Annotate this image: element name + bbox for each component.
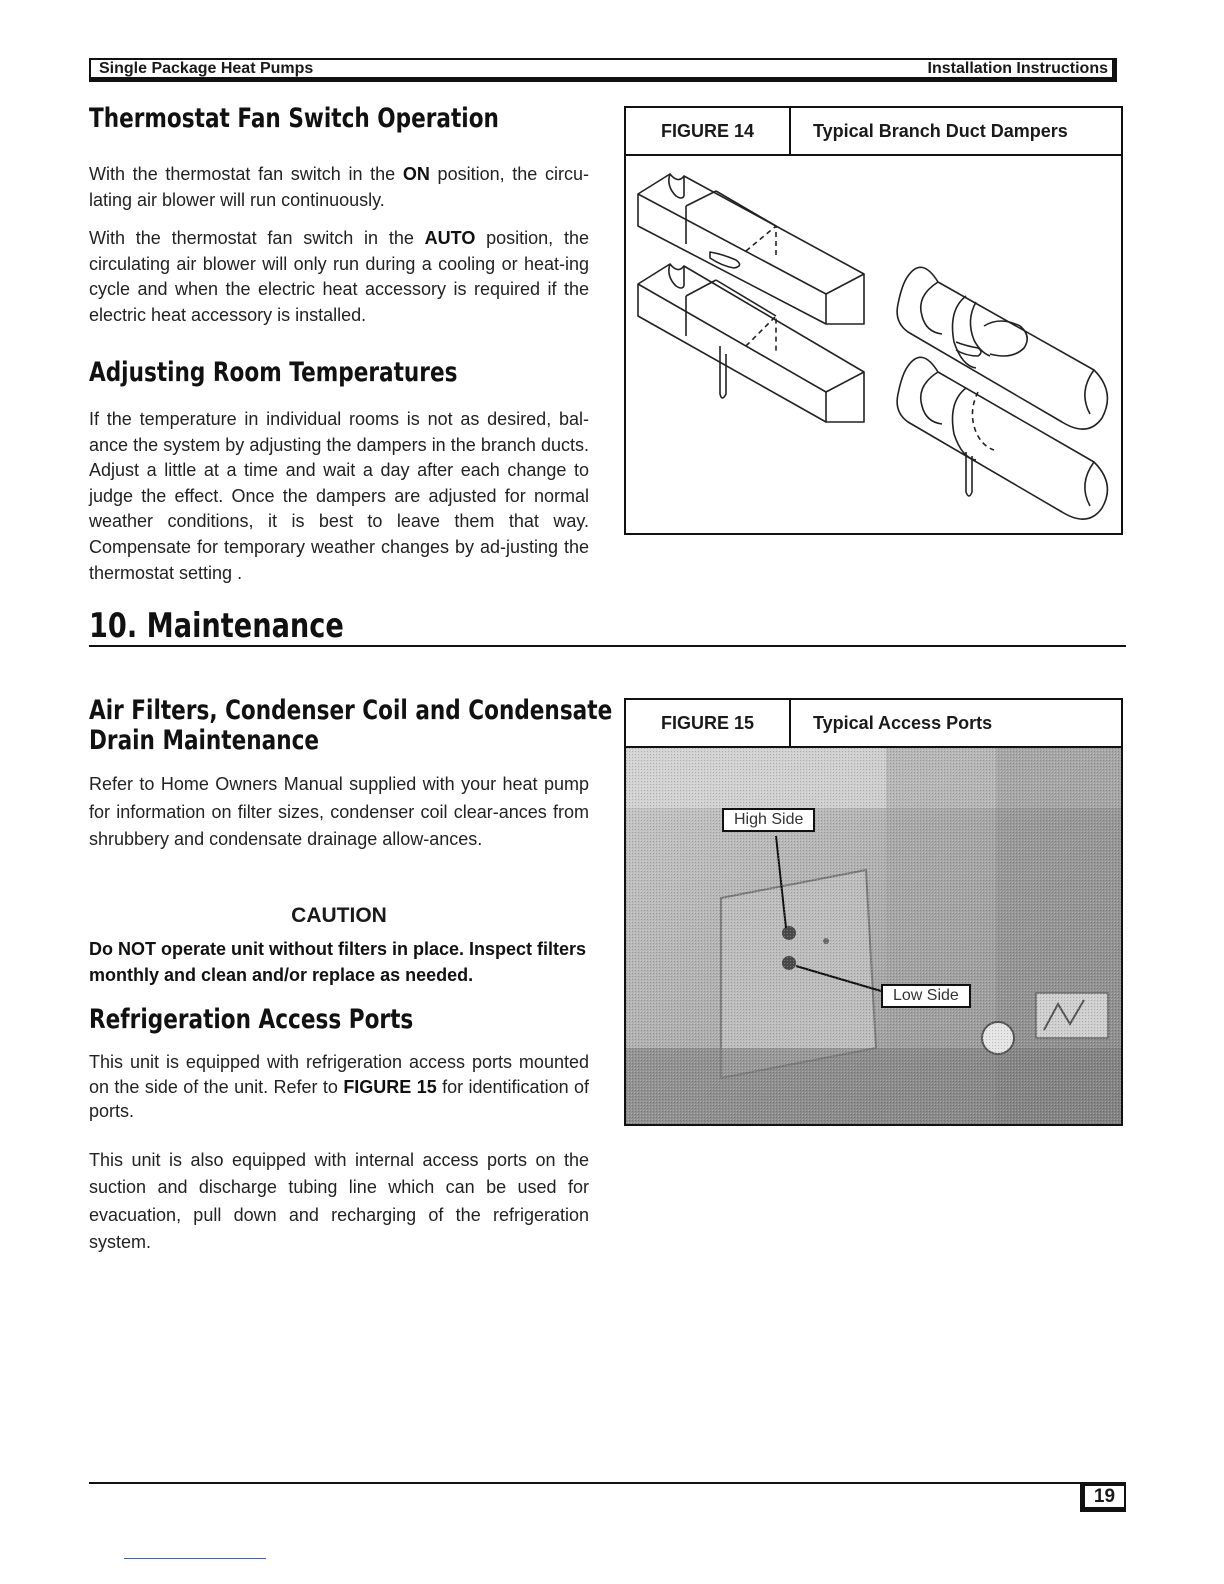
heading-air-filters-line2: Drain Maintenance bbox=[89, 725, 320, 756]
figure-15-title: Typical Access Ports bbox=[813, 712, 993, 733]
heading-thermostat-fan-switch: Thermostat Fan Switch Operation bbox=[89, 103, 499, 134]
figure-15-caption bbox=[626, 700, 1121, 748]
paragraph-adjusting: If the temperature in individual rooms is not as desired, bal-ance the system by adjusting the dampers in the branch ducts. Adjust a little at a time and wait a day after each change to judge the effect. Once the dampers are adjusted for normal weather conditions, it is best to leave them that way. Compensate for temporary weather changes by ad-justing the thermostat setting . bbox=[89, 409, 589, 583]
emphasis-auto: AUTO bbox=[424, 228, 476, 248]
text: This unit is equipped with refrigeration access ports mounted on the side of the unit. Refer to bbox=[89, 1052, 589, 1097]
emphasis-figure-ref: FIGURE 15 bbox=[343, 1076, 437, 1097]
rectangular-duct-lower bbox=[638, 264, 864, 422]
round-duct-lower bbox=[897, 357, 1107, 519]
figure-15-number: FIGURE 15 bbox=[626, 700, 791, 746]
scan-artifact-line bbox=[124, 1558, 266, 1559]
figure-14 bbox=[624, 106, 1123, 535]
header-title-right: Installation Instructions bbox=[927, 59, 1108, 77]
text: position, the circulating air blower will only run during a cooling or heat-ing cycle and when the electric heat accessory is required if the electric heat accessory is installed. bbox=[89, 228, 589, 325]
heading-maintenance: 10. Maintenance bbox=[89, 606, 344, 646]
footer-rule bbox=[89, 1482, 1126, 1484]
section-rule bbox=[89, 645, 1126, 647]
paragraph-fan-auto bbox=[89, 226, 589, 328]
running-header bbox=[89, 58, 1117, 82]
heading-air-filters-line1: Air Filters, Condenser Coil and Condensate bbox=[89, 695, 613, 726]
duct-dampers-illustration bbox=[626, 156, 1121, 533]
heading-refrigeration-access-ports: Refrigeration Access Ports bbox=[89, 1004, 414, 1035]
text: With the thermostat fan switch in the bbox=[89, 164, 403, 184]
paragraph-access-ports bbox=[89, 1050, 589, 1124]
figure-14-caption bbox=[626, 108, 1121, 156]
figure-14-title: Typical Branch Duct Dampers bbox=[813, 120, 1068, 141]
text: position, the circu-lating air blower will run continuously. bbox=[89, 164, 589, 210]
figure-14-number: FIGURE 14 bbox=[626, 108, 791, 154]
caution-body: Do NOT operate unit without filters in place. Inspect filters monthly and clean and/or replace as needed. bbox=[89, 939, 587, 985]
heading-adjusting-room-temperatures: Adjusting Room Temperatures bbox=[89, 357, 458, 388]
figure-15 bbox=[624, 698, 1123, 1126]
label-low-side: Low Side bbox=[881, 984, 971, 1008]
label-high-side: High Side bbox=[722, 808, 815, 832]
access-ports-photo bbox=[626, 748, 1121, 1124]
paragraph-fan-on bbox=[89, 162, 589, 213]
text: for identification of ports. bbox=[89, 1076, 589, 1122]
emphasis-on: ON bbox=[402, 164, 430, 184]
header-title-left: Single Package Heat Pumps bbox=[99, 59, 314, 77]
paragraph-internal-ports: This unit is also equipped with internal access ports on the suction and discharge tubing line which can be used for evacuation, pull down and recharging of the refrigeration system. bbox=[89, 1150, 589, 1253]
paragraph-air-filters: Refer to Home Owners Manual supplied with your heat pump for information on filter sizes, condenser coil clear-ances from shrubbery and condensate drainage allow-ances. bbox=[89, 774, 589, 850]
round-duct-upper bbox=[897, 267, 1107, 429]
text: With the thermostat fan switch in the bbox=[89, 228, 425, 248]
page-number: 19 bbox=[1080, 1484, 1126, 1512]
photo-illustration bbox=[626, 748, 1121, 1124]
caution-title: CAUTION bbox=[291, 904, 387, 927]
